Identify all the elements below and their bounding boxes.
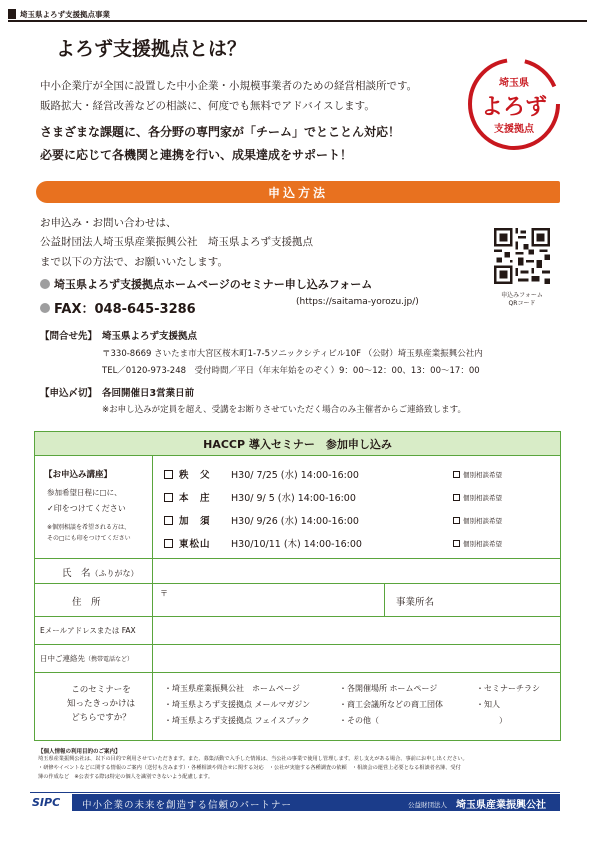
email-fax-field[interactable]: [156, 619, 556, 642]
footer-org-type: 公益財団法人: [408, 801, 447, 809]
source-question-3: どちらですか？: [71, 713, 131, 723]
session-checkbox[interactable]: [164, 539, 173, 548]
session-row-honjo: [164, 490, 502, 504]
privacy-heading: 【個人情報の利用目的のご案内】: [38, 749, 121, 755]
privacy-line-3: 簿の作成など ※公表する際は特定の個人を識別できないよう配慮します。: [38, 774, 214, 780]
name-field[interactable]: [156, 562, 556, 580]
session-date: H30/ 9/26 (水) 14:00-16:00: [231, 516, 359, 527]
apply-line-1: お申込み・お問い合わせは、: [40, 217, 177, 229]
row-divider: [35, 583, 560, 584]
row-divider: [35, 558, 560, 559]
source-question-1: このセミナーを: [71, 685, 131, 695]
row-divider: [35, 672, 560, 673]
qr-code-icon[interactable]: [494, 228, 550, 284]
course-instruction-2: ✓印をつけてください: [47, 504, 126, 513]
session-date: H30/10/11 (木) 14:00-16:00: [231, 539, 362, 550]
contact-tel: TEL／0120-973-248 受付時間／平日（年末年始をのぞく）9：00～12：00、13：00～17：00: [102, 366, 480, 376]
consultation-checkbox[interactable]: [453, 517, 460, 524]
session-checkbox[interactable]: [164, 493, 173, 502]
address-label: 住 所: [72, 597, 101, 608]
session-name: 加 須: [179, 516, 211, 527]
header-tag-text: 埼玉県よろず支援拠点事業: [20, 9, 110, 19]
header-square-icon: [8, 9, 16, 19]
intro-title: よろず支援拠点とは？: [56, 38, 247, 60]
daytime-contact-note: （携帯電話など）: [85, 656, 134, 663]
email-fax-label: Eメールアドレスまたは FAX: [40, 626, 136, 635]
source-option[interactable]: ・知人: [476, 700, 500, 709]
apply-line-2: 公益財団法人埼玉県産業振興公社 埼玉県よろず支援拠点: [40, 236, 313, 248]
apply-method-heading: 申込方法: [267, 185, 328, 200]
consultation-option: 個別相談希望: [453, 539, 502, 548]
office-name-label: 事業所名: [396, 597, 435, 608]
yorozu-seal-logo: [466, 56, 562, 152]
footer-slogan: 中小企業の未来を創造する信頼のパートナー: [82, 800, 293, 811]
form-title: HACCP 導入セミナー 参加申し込み: [35, 432, 560, 456]
privacy-line-1: 埼玉県産業振興公社は、以下の目的で利用させていただきます。また、募集活動で入手した情報は、当公社の事業で使用し管理します。差し支えがある場合、事前にお申し出ください。: [38, 756, 468, 762]
intro-emphasis-1: さまざまな課題に、各分野の専門家が「チーム」でとことん対応！: [40, 125, 401, 139]
session-checkbox[interactable]: [164, 516, 173, 525]
course-instruction-3: ※個別相談を希望される方は、: [47, 524, 131, 531]
consultation-option: 個別相談希望: [453, 470, 502, 479]
daytime-contact-field[interactable]: [156, 647, 556, 670]
session-row-kazo: [164, 513, 502, 527]
footer-org-name: 埼玉県産業振興公社: [456, 800, 546, 811]
source-question-2: 知ったきっかけは: [66, 699, 135, 709]
consultation-option: 個別相談希望: [453, 516, 502, 525]
qr-caption-1: 申込みフォーム: [501, 292, 543, 299]
deadline-note: ※お申し込みが定員を超え、受講をお断りさせていただく場合のみ主催者からご連絡致します。: [102, 405, 466, 415]
contact-name: 埼玉県よろず支援拠点: [102, 331, 198, 342]
apply-line-3: まで以下の方法で、お願いいたします。: [40, 256, 228, 268]
qr-caption-2: QRコード: [508, 300, 536, 307]
office-name-field[interactable]: [450, 586, 556, 614]
source-option[interactable]: ・セミナーチラシ: [476, 684, 540, 693]
session-name: 秩 父: [179, 470, 211, 481]
footer-divider: [30, 792, 560, 793]
header-tag: [8, 8, 208, 20]
consultation-checkbox[interactable]: [453, 494, 460, 501]
apply-method-fax-text: FAX：048-645-3286: [54, 302, 196, 317]
name-kana-label: （ふりがな）: [90, 569, 139, 578]
bullet-icon: [40, 303, 50, 313]
session-name: 本 庄: [179, 493, 211, 504]
column-divider: [152, 456, 153, 741]
source-option[interactable]: ・各開催場所 ホームページ: [339, 684, 438, 693]
apply-method-web: [40, 276, 372, 292]
session-row-higashimatsuyama: [164, 536, 502, 550]
row-divider: [35, 616, 560, 617]
contact-address: 〒330-8669 さいたま市大宮区桜木町1-7-5ソニックシティビル10F （公財）埼玉県産業振興公社内: [102, 349, 483, 359]
sipc-logo: SIPC: [32, 796, 61, 809]
column-divider: [384, 584, 385, 616]
source-option-other[interactable]: ・その他（ ）: [339, 716, 507, 725]
contact-label: 【問合せ先】: [40, 331, 98, 342]
header-divider: [8, 20, 587, 22]
consultation-checkbox[interactable]: [453, 471, 460, 478]
apply-method-url[interactable]: (https://saitama-yorozu.jp/): [296, 297, 419, 307]
deadline-label: 【申込〆切】: [40, 388, 98, 399]
deadline-value: 各回開催日3営業日前: [102, 388, 195, 399]
privacy-line-2: ・研修やイベントなどに関する情報のご案内（送付も含みます）・各種相談や問合せに関する対応 ・公社が実施する各種調査の依頼 ・相談会の運営上必要となる相談者名簿、受付: [38, 765, 461, 771]
session-name: 東松山: [179, 539, 211, 550]
name-label: 氏 名（ふりがな）: [62, 568, 139, 579]
session-date: H30/ 9/ 5 (水) 14:00-16:00: [231, 493, 356, 504]
postal-mark: 〒: [160, 589, 168, 598]
session-checkbox[interactable]: [164, 470, 173, 479]
source-option[interactable]: ・商工会議所などの商工団体: [339, 700, 443, 709]
seal-top-text: 埼玉県: [499, 78, 529, 89]
intro-paragraph-2: 販路拡大・経営改善などの相談に、何度でも無料でアドバイスします。: [40, 100, 375, 112]
source-option[interactable]: ・埼玉県よろず支援拠点 メールマガジン: [164, 700, 311, 709]
session-row-chichibu: [164, 467, 502, 481]
address-field[interactable]: [156, 586, 382, 614]
consultation-option: 個別相談希望: [453, 493, 502, 502]
course-instruction-1: 参加希望日程に□に、: [47, 488, 122, 497]
consultation-checkbox[interactable]: [453, 540, 460, 547]
course-instruction-4: その□にも印をつけてください: [47, 535, 131, 542]
row-divider: [35, 644, 560, 645]
source-option[interactable]: ・埼玉県産業振興公社 ホームページ: [164, 684, 300, 693]
intro-paragraph-1: 中小企業庁が全国に設置した中小企業・小規模事業者のための経営相談所です。: [40, 80, 418, 92]
course-heading: 【お申込み講座】: [44, 470, 113, 480]
apply-method-fax: [40, 298, 196, 317]
apply-method-web-text: 埼玉県よろず支援拠点ホームページのセミナー申し込みフォーム: [54, 278, 373, 291]
seal-bottom-text: 支援拠点: [494, 124, 534, 135]
bullet-icon: [40, 279, 50, 289]
apply-method-heading-bar: [36, 181, 560, 203]
intro-emphasis-2: 必要に応じて各機関と連携を行い、成果達成をサポート！: [40, 148, 353, 162]
source-option[interactable]: ・埼玉県よろず支援拠点 フェイスブック: [164, 716, 310, 725]
daytime-contact-label: 日中ご連絡先（携帯電話など）: [40, 654, 134, 663]
session-date: H30/ 7/25 (水) 14:00-16:00: [231, 470, 359, 481]
seal-main-text: よろず: [480, 95, 548, 120]
